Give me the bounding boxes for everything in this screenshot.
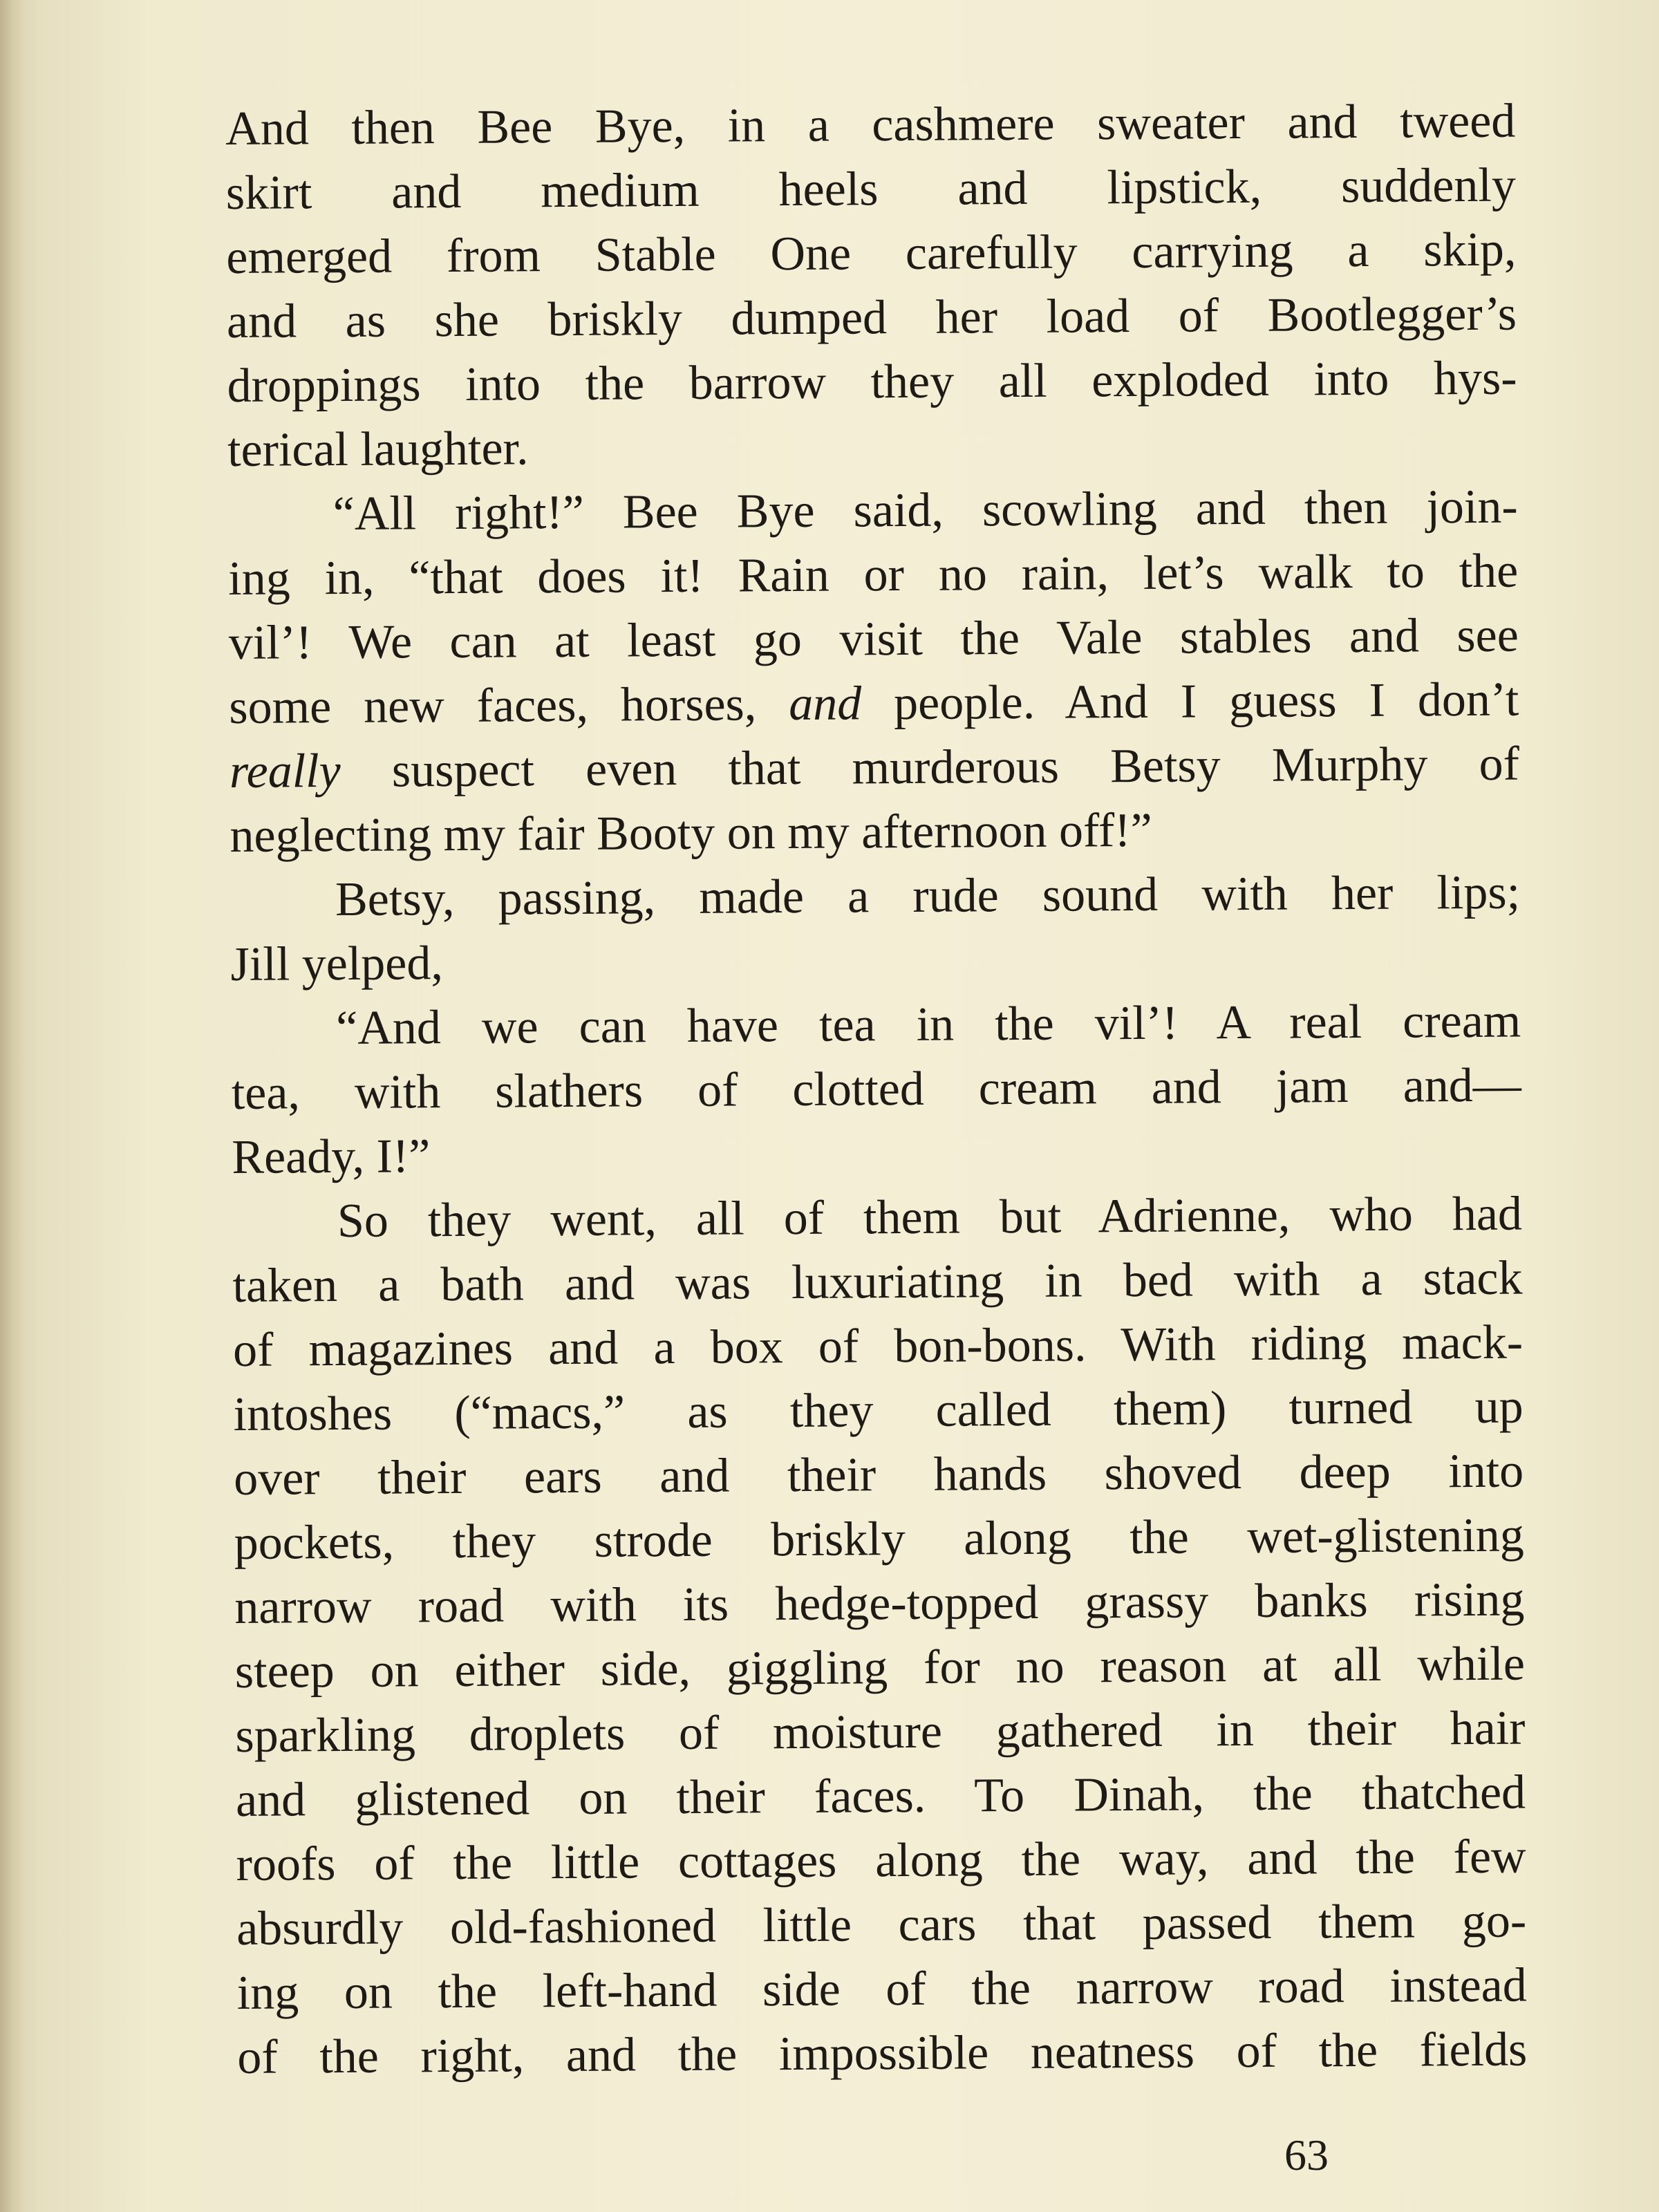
- text-line: emerged from Stable One carefully carrying a skip,: [226, 223, 1517, 284]
- text-line: droppings into the barrow they all exploded into hys-: [227, 351, 1517, 413]
- text-line: sparkling droplets of moisture gathered in their hair: [235, 1701, 1526, 1763]
- body-text: [225, 89, 1528, 2090]
- text-line: absurdly old-fashioned little cars that passed them go-: [236, 1894, 1527, 1956]
- text-line: And then Bee Bye, in a cashmere sweater and tweed: [225, 94, 1516, 156]
- text-line: ing on the left-hand side of the narrow road instead: [236, 1958, 1527, 2020]
- text-line: Jill yelped,: [230, 937, 444, 991]
- text-line: terical laughter.: [227, 422, 529, 477]
- text-line: and as she briskly dumped her load of Bootlegger’s: [226, 287, 1517, 348]
- text-line: ing in, “that does it! Rain or no rain, let’s walk to the: [228, 544, 1519, 606]
- text-line: intoshes (“macs,” as they called them) turned up: [233, 1380, 1524, 1441]
- text-line: pockets, they strode briskly along the wet-glistening: [234, 1508, 1524, 1570]
- text-line: taken a bath and was luxuriating in bed with a stack: [232, 1251, 1523, 1313]
- text-line: “And we can have tea in the vil’! A real cream: [335, 994, 1521, 1056]
- text-line: over their ears and their hands shoved deep into: [233, 1444, 1524, 1506]
- text-segment: people. And I guess I don’t: [861, 673, 1519, 731]
- text-line: Betsy, passing, made a rude sound with her lips;: [335, 865, 1521, 927]
- text-line: and glistened on their faces. To Dinah, the thatched: [235, 1765, 1526, 1827]
- text-line: of the right, and the impossible neatness of the fields: [237, 2023, 1528, 2084]
- text-line: Ready, I!”: [232, 1130, 431, 1184]
- text-line: skirt and medium heels and lipstick, suddenly: [225, 158, 1517, 220]
- text-line: tea, with slathers of clotted cream and jam and—: [231, 1058, 1522, 1120]
- text-line: “All right!” Bee Bye said, scowling and then join-: [332, 480, 1518, 541]
- text-line: [229, 732, 1520, 804]
- text-line: [229, 668, 1519, 740]
- text-line: neglecting my fair Booty on my afternoon off!”: [229, 803, 1152, 863]
- text-line: narrow road with its hedge-topped grassy banks rising: [234, 1573, 1525, 1634]
- page-gutter-shadow: [0, 0, 25, 2212]
- text-line: roofs of the little cottages along the way, and the few: [236, 1830, 1526, 1891]
- text-line: So they went, all of them but Adrienne, who had: [337, 1187, 1523, 1248]
- text-line: of magazines and a box of bon-bons. With riding mack-: [232, 1315, 1524, 1377]
- italic-text: really: [229, 744, 341, 798]
- text-segment: some new faces, horses,: [229, 677, 789, 734]
- text-segment: suspect even that murderous Betsy Murphy of: [340, 737, 1520, 798]
- text-line: steep on either side, giggling for no reason at all while: [234, 1637, 1526, 1698]
- page-number: 63: [1284, 2130, 1329, 2180]
- text-line: vil’! We can at least go visit the Vale stables and see: [228, 608, 1519, 670]
- italic-text: and: [788, 677, 862, 731]
